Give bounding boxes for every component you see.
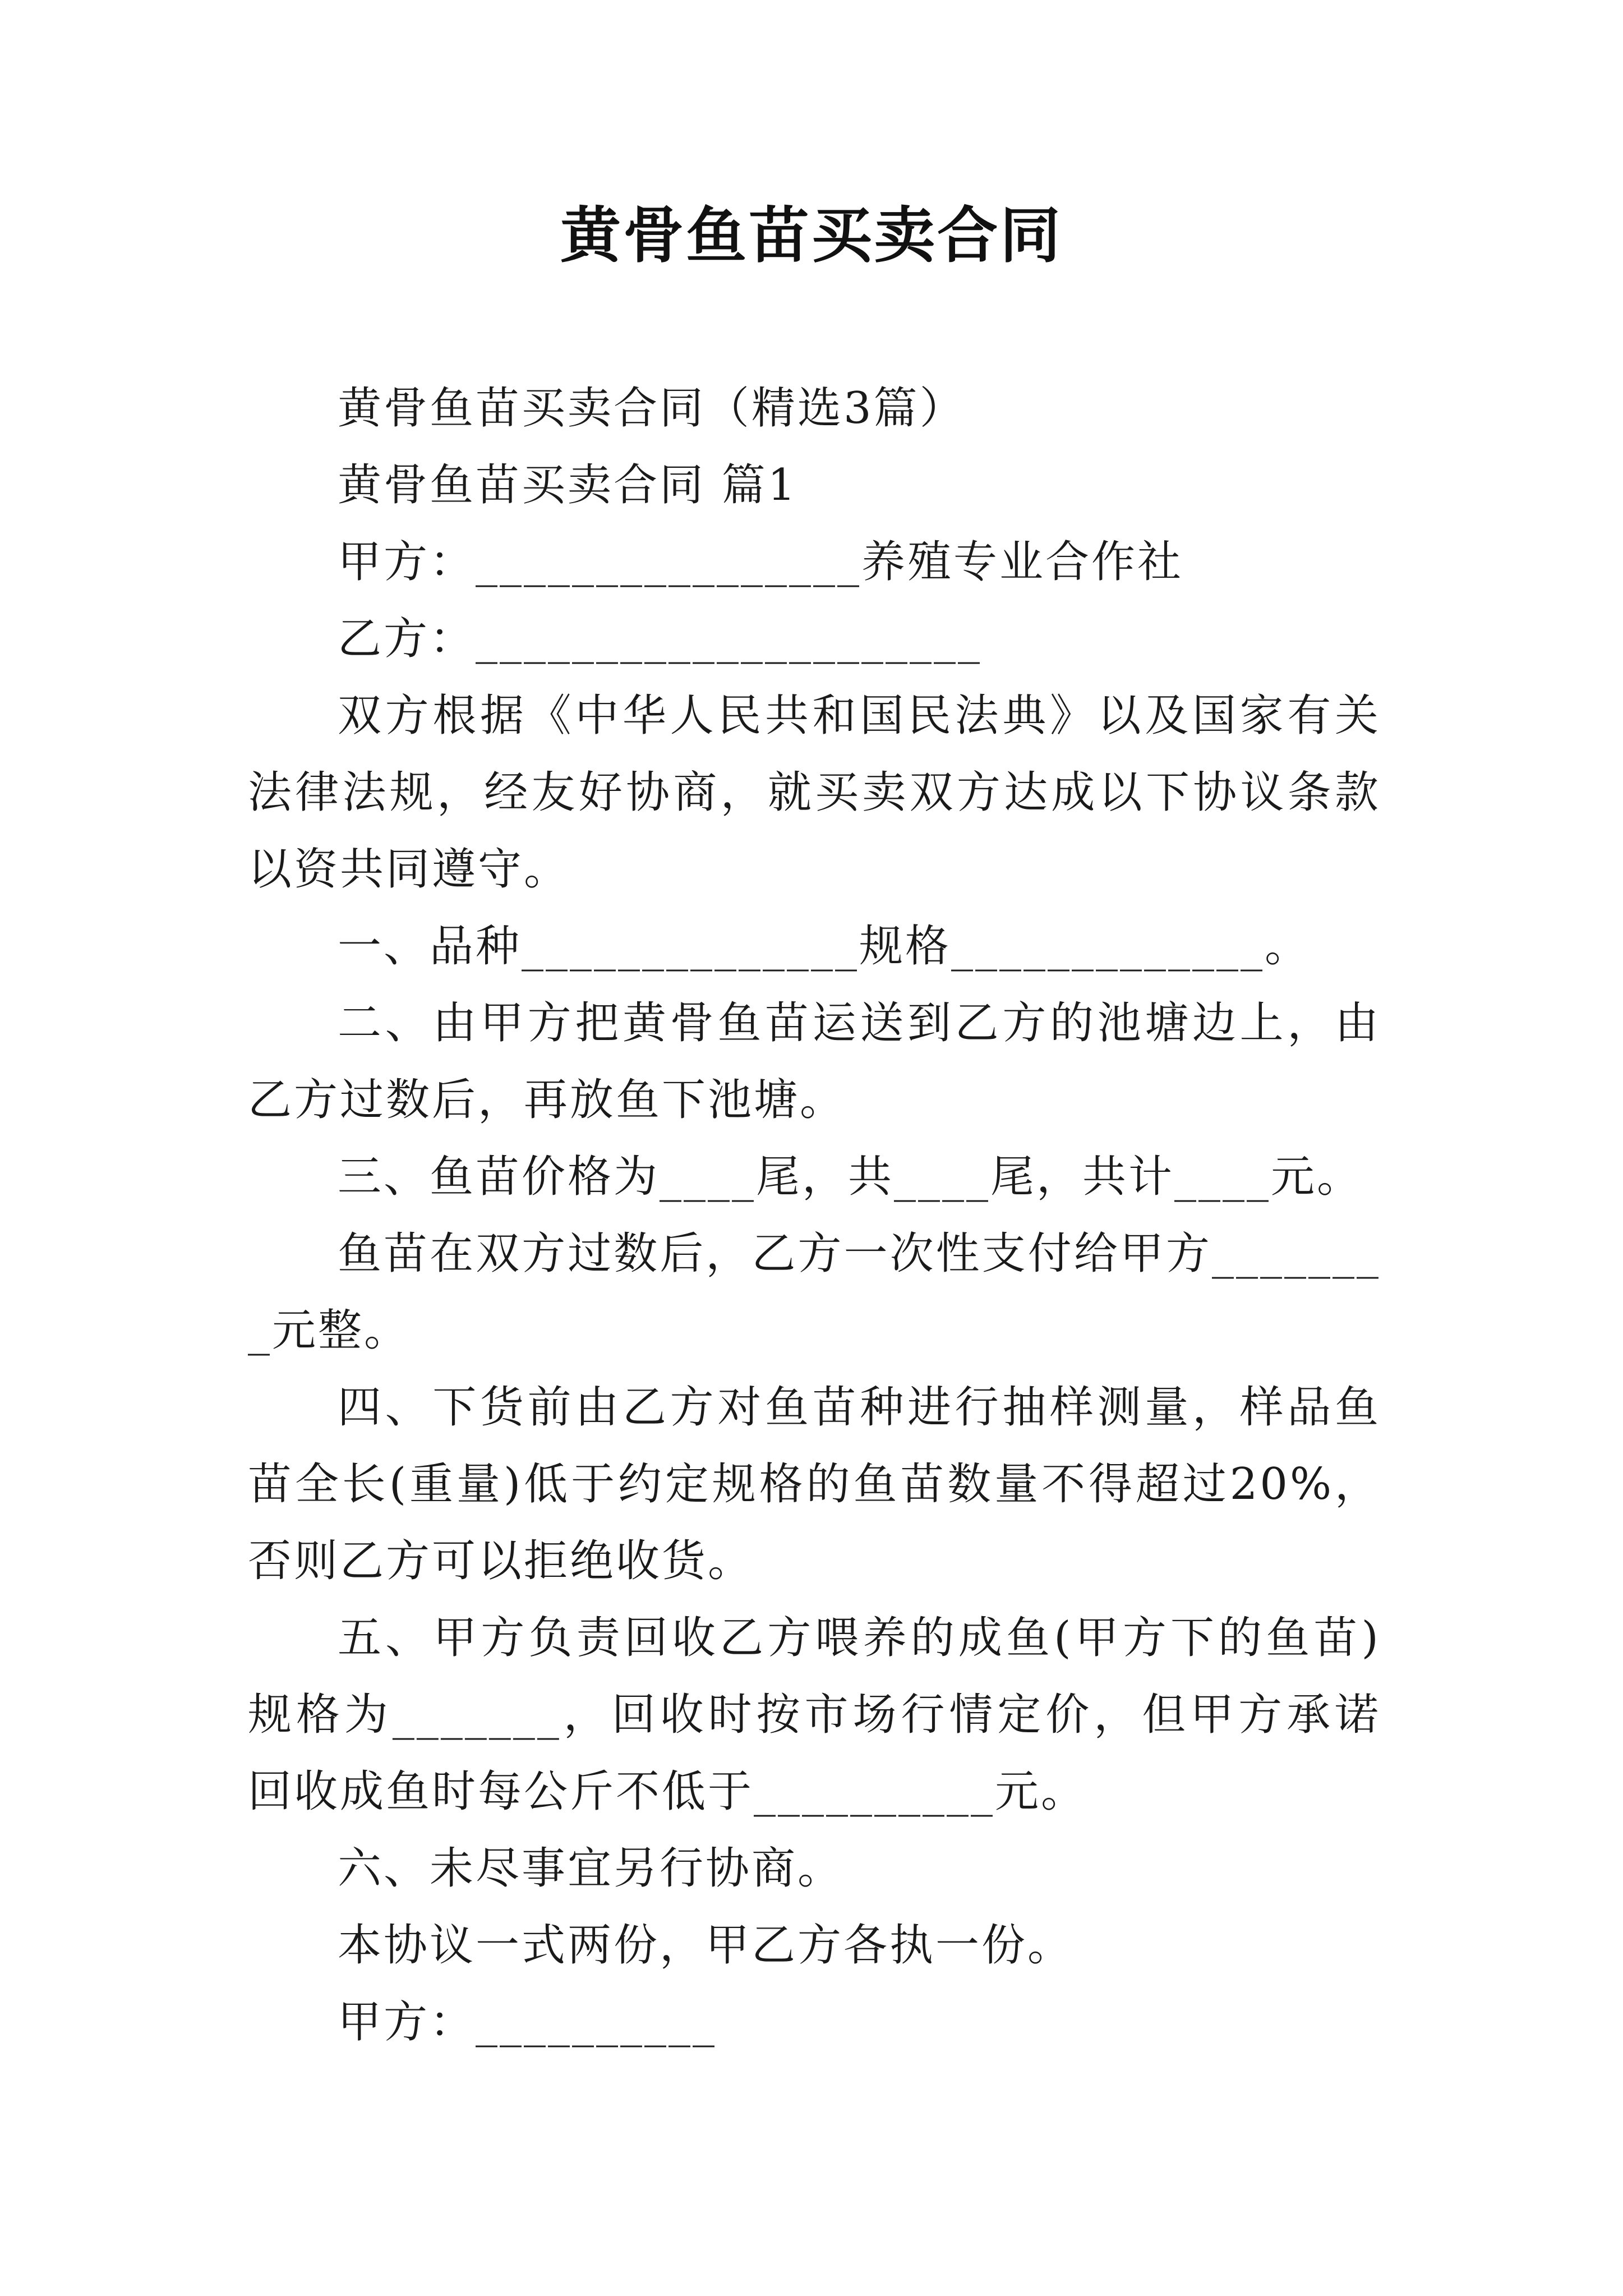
paragraph-copies: 本协议一式两份，甲乙方各执一份。	[338, 1920, 1074, 1971]
paragraph-section-heading: 黄骨鱼苗买卖合同 篇1	[338, 460, 798, 510]
paragraph-subtitle: 黄骨鱼苗买卖合同（精选3篇）	[338, 383, 966, 434]
paragraph-clause-6: 六、未尽事宜另行协商。	[338, 1843, 844, 1894]
paragraph-party-a: 甲方：________________养殖专业合作社	[338, 537, 1184, 587]
paragraph-clause-4: 四、下货前由乙方对鱼苗种进行抽样测量，样品鱼苗全长(重量)低于约定规格的鱼苗数量不得超过20%，否则乙方可以拒绝收货。	[248, 1382, 1381, 1586]
paragraph-clause-1: 一、品种______________规格_____________。	[338, 921, 1311, 972]
paragraph-payment: 鱼苗在双方过数后，乙方一次性支付给甲方________元整。	[248, 1228, 1381, 1356]
document-title: 黄骨鱼苗买卖合同	[560, 200, 1063, 271]
paragraph-party-b: 乙方：_____________________	[338, 614, 983, 664]
paragraph-clause-5: 五、甲方负责回收乙方喂养的成鱼(甲方下的鱼苗)规格为_______，回收时按市场行情定价，但甲方承诺回收成鱼时每公斤不低于__________元。	[248, 1613, 1381, 1817]
document-body	[248, 370, 1381, 2061]
paragraph-preamble: 双方根据《中华人民共和国民法典》以及国家有关法律法规，经友好协商，就买卖双方达成以下协议条款以资共同遵守。	[248, 691, 1381, 895]
paragraph-signature-party-a: 甲方：__________	[338, 1997, 717, 2047]
paragraph-clause-3: 三、鱼苗价格为____尾，共____尾，共计____元。	[338, 1152, 1363, 1202]
paragraph-clause-2: 二、由甲方把黄骨鱼苗运送到乙方的池塘边上，由乙方过数后，再放鱼下池塘。	[248, 998, 1381, 1125]
